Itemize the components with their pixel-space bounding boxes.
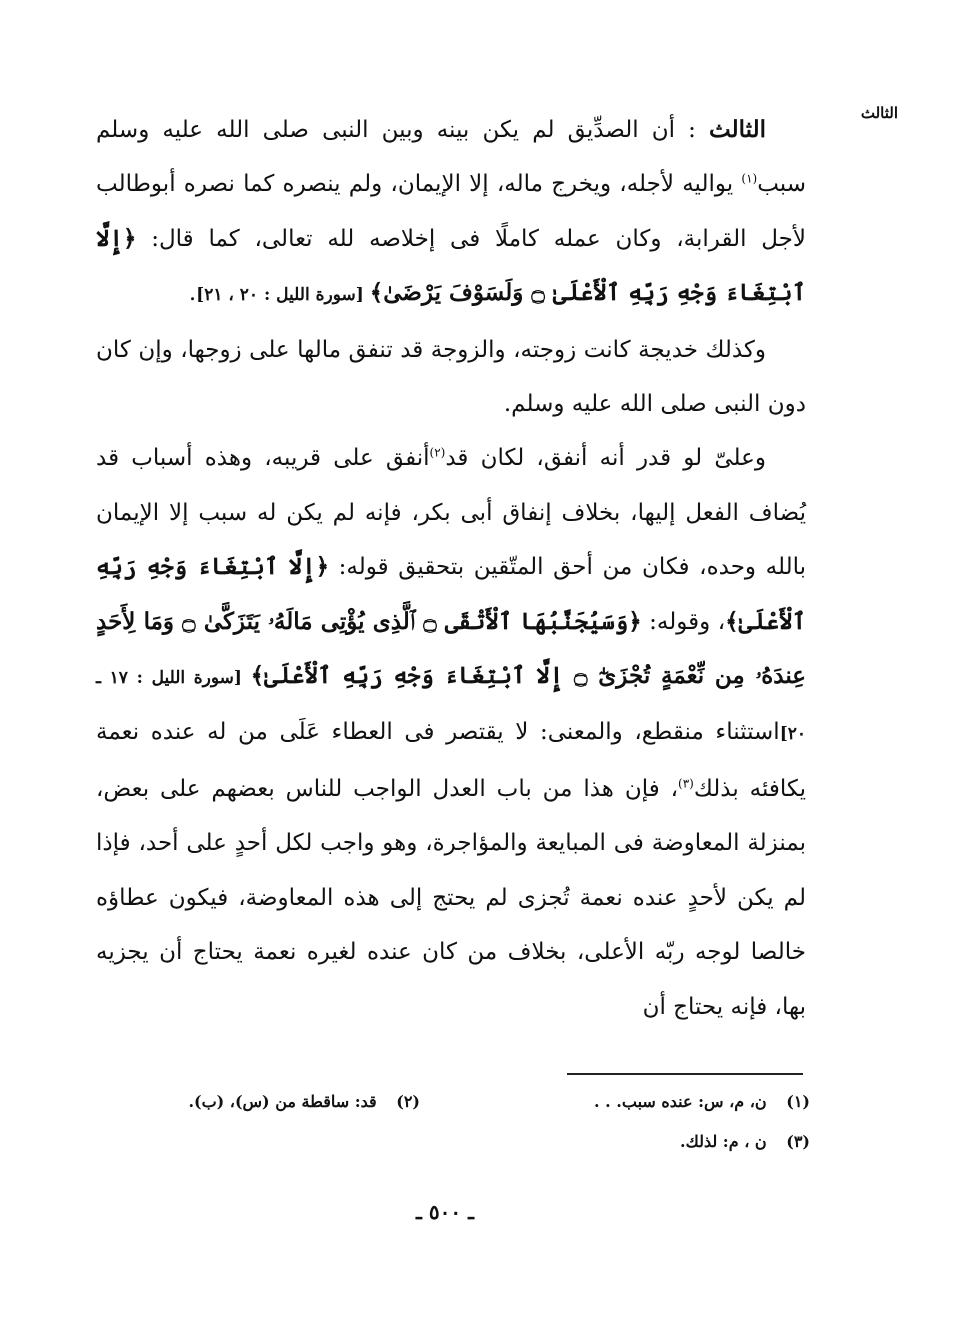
- paragraph: [96, 323, 806, 432]
- main-text-body: [96, 103, 806, 1034]
- text-run: يواليه لأجله، ويخرج ماله، إلا الإيمان، ولم ينصره كما نصره أبوطالب لأجل القرابة، وكان عمله كاملًا فى إخلاصه لله تعالى، كما قال:: [96, 171, 806, 252]
- margin-note: الثالث: [860, 104, 898, 122]
- footnote-marker: (٣): [678, 776, 694, 791]
- footnote-item: [420, 1082, 810, 1122]
- footnote-number: (٣): [786, 1132, 810, 1151]
- footnote-marker: (٢): [429, 445, 446, 460]
- text-run: ، وقوله:: [641, 608, 726, 635]
- footnote-text: ن، م، س: عنده سبب. . .: [594, 1092, 767, 1111]
- paragraph: [96, 431, 806, 1033]
- footnote-text: ن ، م: لذلك.: [680, 1132, 767, 1151]
- footnote-divider: [567, 1073, 803, 1075]
- text-run: .: [188, 280, 197, 307]
- footnote-item: [680, 1122, 810, 1162]
- text-run: استثناء منقطع، والمعنى: لا يقتصر فى العطاء عَلَى من له عنده نعمة يكافئه بذلك: [96, 719, 806, 802]
- text-run: : أن الصدِّيق لم يكن بينه وبين النبى صلى الله عليه وسلم سبب: [96, 117, 806, 198]
- quran-verse: ﴿إِلَّا ٱبْتِغَاءَ وَجْهِ رَبِّهِ ٱلْأَعْلَىٰ ۝ وَلَسَوْفَ يَرْضَىٰ﴾: [96, 224, 806, 307]
- paragraph: [96, 103, 806, 323]
- text-run: وكذلك خديجة كانت زوجته، والزوجة قد تنفق مالها على زوجها، وإن كان دون النبى صلى الله عليه وسلم.: [96, 336, 806, 418]
- footnote-text: قد: ساقطة من (س)، (ب).: [188, 1092, 377, 1111]
- footnote-marker: (١): [741, 171, 758, 186]
- quran-verse: ﴿إِلَّا ٱبْتِغَاءَ وَجْهِ رَبِّهِ ٱلْأَعْلَىٰ﴾: [96, 553, 807, 635]
- text-run: وعلىّ لو قدر أنه أنفق، لكان قد: [445, 445, 766, 472]
- footnote-row: [100, 1082, 810, 1122]
- footnote-row: [100, 1122, 810, 1162]
- text-run: أنفق على قريبه، وهذه أسباب قد يُضاف الفعل إليها، بخلاف إنفاق أبى بكر، فإنه لم يكن له سبب إلا الإيمان بالله وحده، فكان من أحق المتّقين بتحقيق قوله:: [96, 445, 806, 581]
- footnote-number: (٢): [396, 1092, 420, 1111]
- footnote-number: (١): [786, 1092, 810, 1111]
- verse-citation: [سورة الليل : ٢٠ ، ٢١]: [196, 285, 370, 306]
- verse-citation: [سورة الليل : ١٧ ـ ٢٠]: [96, 668, 806, 745]
- quran-verse: ﴿وَسَيُجَنَّبُهَا ٱلْأَتْقَى ۝ ٱلَّذِى يُؤْتِى مَالَهُۥ يَتَزَكَّىٰ ۝ وَمَا لِأَحَدٍ عِندَهُۥ مِن نِّعْمَةٍ تُجْزَىٰٓ ۝ إِلَّا ٱبْتِغَاءَ وَجْهِ رَبِّهِ ٱلْأَعْلَىٰ﴾: [96, 607, 807, 690]
- page-number: ـ ٥٠٠ ـ: [416, 1200, 474, 1224]
- footnote-item: [188, 1082, 420, 1122]
- paragraph-lead: الثالث: [709, 116, 766, 143]
- text-run: ، فإن هذا من باب العدل الواجب للناس بعضهم على بعض، بمنزلة المعاوضة فى المبايعة والمؤاجرة، وهو واجب لكل أحدٍ على أحد، فإذا لم يكن لأحدٍ عنده نعمة تُجزى لم يحتج إلى هذه المعاوضة، فيكون عطاؤه خالصا لوجه ربّه الأعلى، بخلاف من كان عنده لغيره نعمة يحتاج أن يجزيه بها، فإنه يحتاج أن: [96, 775, 806, 1020]
- footnotes: [100, 1082, 810, 1162]
